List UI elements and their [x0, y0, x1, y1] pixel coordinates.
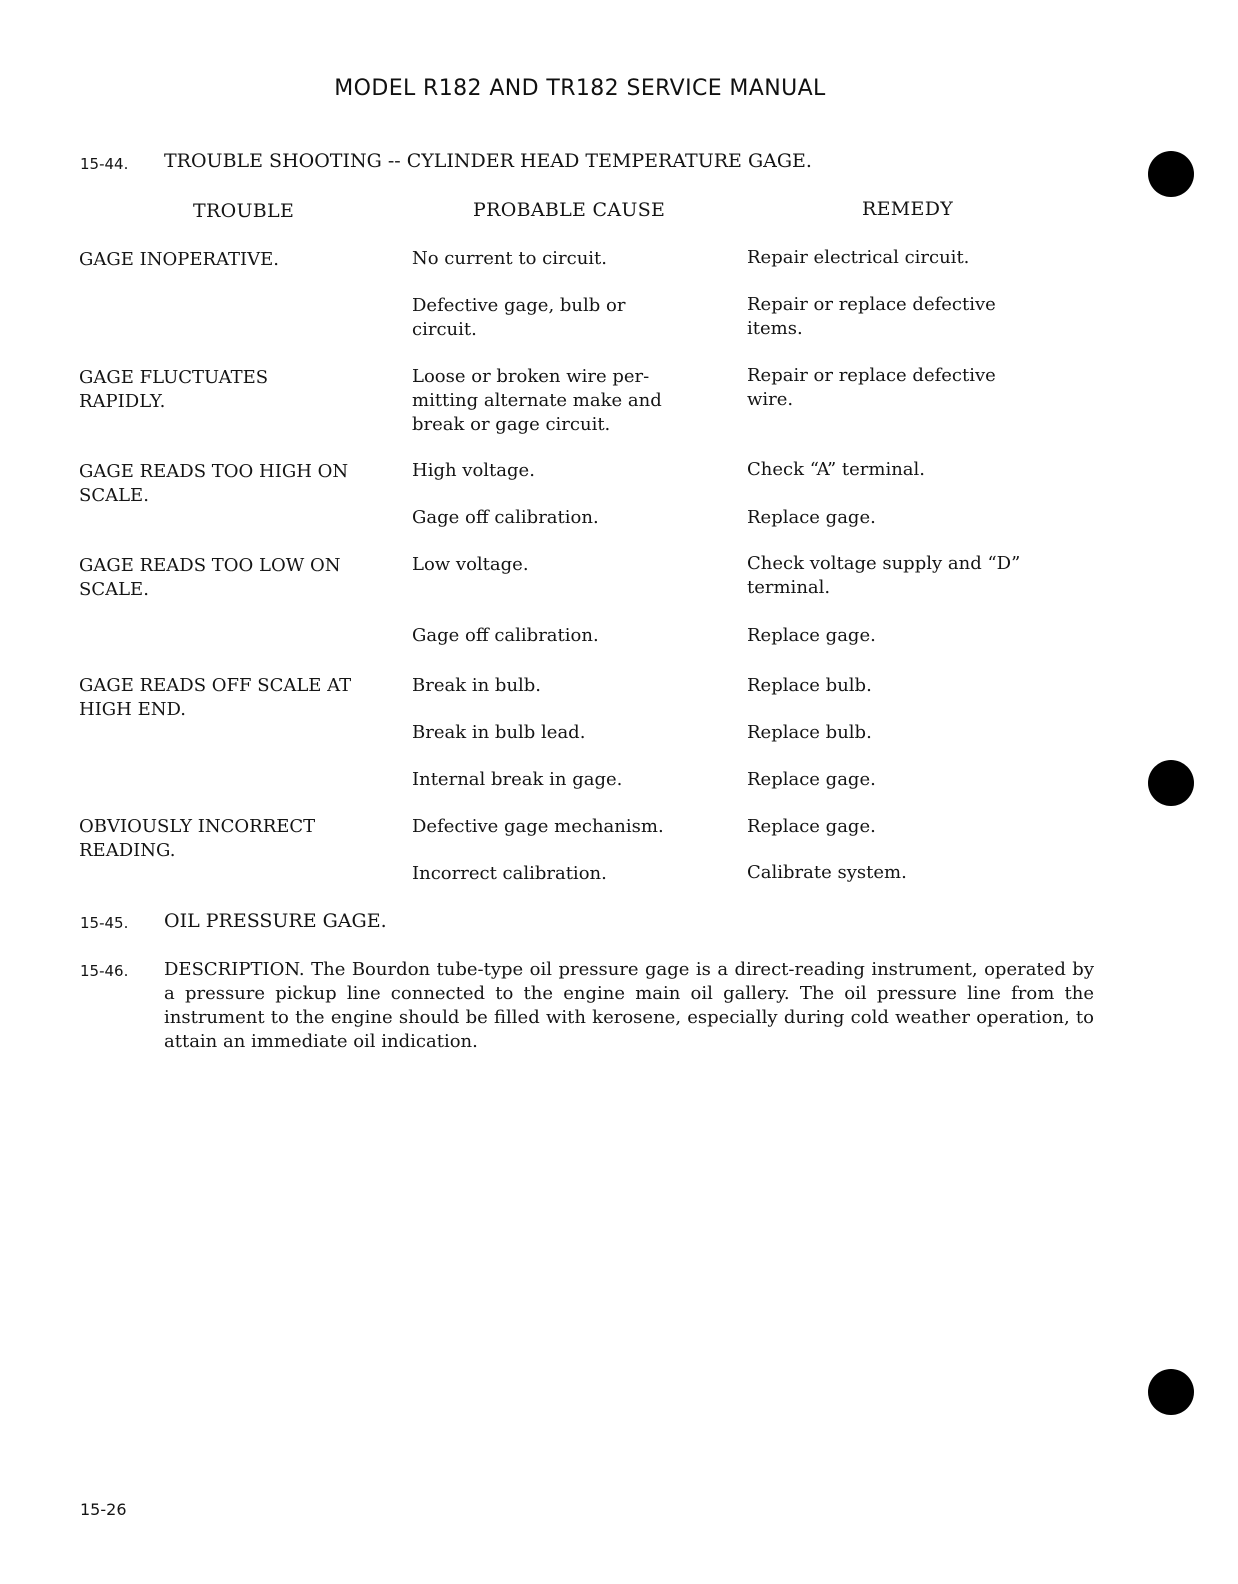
remedy-cell: Replace bulb. — [747, 675, 872, 696]
trouble-cell: GAGE INOPERATIVE. — [79, 249, 280, 270]
section-title-15-44: TROUBLE SHOOTING -- CYLINDER HEAD TEMPERATURE GAGE. — [164, 150, 812, 172]
page-number: 15-26 — [80, 1500, 127, 1519]
remedy-cell: Replace gage. — [747, 625, 876, 646]
cause-cell: Low voltage. — [412, 554, 529, 575]
trouble-cell: GAGE READS OFF SCALE AT HIGH END. — [79, 675, 352, 720]
remedy-cell: Check “A” terminal. — [747, 459, 926, 480]
trouble-cell: OBVIOUSLY INCORRECT READING. — [79, 816, 316, 861]
trouble-cell: GAGE READS TOO LOW ON SCALE. — [79, 555, 341, 600]
cause-cell: Gage off calibration. — [412, 507, 599, 528]
remedy-cell: Replace gage. — [747, 816, 876, 837]
cause-cell: Internal break in gage. — [412, 769, 623, 790]
trouble-cell: GAGE FLUCTUATES RAPIDLY. — [79, 367, 269, 412]
section-number-15-44: 15-44. — [80, 155, 129, 173]
cause-cell: High voltage. — [412, 460, 535, 481]
cause-cell: Defective gage, bulb or circuit. — [412, 295, 626, 340]
section-number-15-46: 15-46. — [80, 962, 129, 980]
remedy-cell: Replace gage. — [747, 507, 876, 528]
binder-hole — [1148, 760, 1194, 806]
section-number-15-45: 15-45. — [80, 914, 129, 932]
binder-hole — [1148, 151, 1194, 197]
remedy-cell: Repair electrical circuit. — [747, 247, 970, 268]
section-title-15-45: OIL PRESSURE GAGE. — [164, 910, 387, 932]
remedy-cell: Repair or replace defective items. — [747, 294, 996, 339]
page-title: MODEL R182 AND TR182 SERVICE MANUAL — [334, 76, 826, 101]
column-header-trouble: TROUBLE — [193, 200, 295, 222]
remedy-cell: Repair or replace defective wire. — [747, 365, 996, 410]
remedy-cell: Replace gage. — [747, 769, 876, 790]
cause-cell: Break in bulb lead. — [412, 722, 586, 743]
cause-cell: Defective gage mechanism. — [412, 816, 664, 837]
cause-cell: No current to circuit. — [412, 248, 608, 269]
cause-cell: Gage off calibration. — [412, 625, 599, 646]
remedy-cell: Replace bulb. — [747, 722, 872, 743]
cause-cell: Break in bulb. — [412, 675, 542, 696]
cause-cell: Loose or broken wire per-mitting alternate make and break or gage circuit. — [412, 366, 662, 435]
binder-hole — [1148, 1369, 1194, 1415]
cause-cell: Incorrect calibration. — [412, 863, 607, 884]
remedy-cell: Check voltage supply and “D” terminal. — [747, 553, 1021, 598]
column-header-remedy: REMEDY — [862, 198, 954, 220]
trouble-cell: GAGE READS TOO HIGH ON SCALE. — [79, 461, 349, 506]
column-header-probable-cause: PROBABLE CAUSE — [473, 199, 666, 221]
remedy-cell: Calibrate system. — [747, 862, 907, 883]
description-paragraph: DESCRIPTION. The Bourdon tube-type oil pressure gage is a direct-reading instrument, operated by a pressure pickup line connected to the engine main oil gallery. The oil pressure line from the instrument to the engine should be filled with kerosene, especially during cold weather operation, to attain an immediate oil indication. — [164, 959, 1094, 1052]
